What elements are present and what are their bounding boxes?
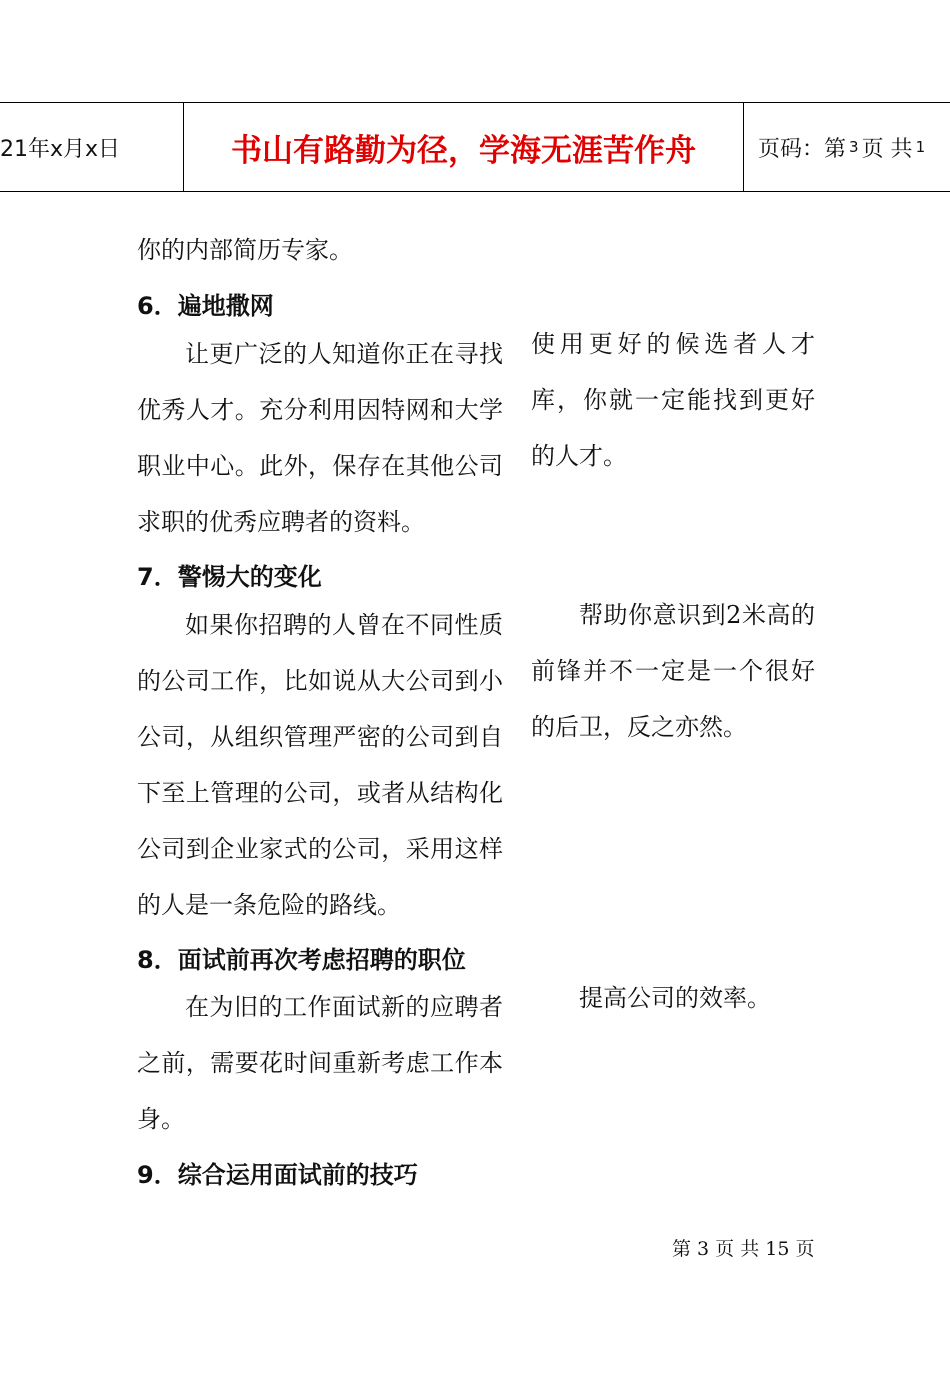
header-date: 21年x月x日 xyxy=(0,103,184,191)
header-page-current: 3 xyxy=(849,138,859,156)
section-9-heading: 9．综合运用面试前的技巧 xyxy=(137,1161,418,1189)
section-7-right-text: 帮助你意识到2米高的前锋并不一定是一个很好的后卫，反之亦然。 xyxy=(531,601,815,741)
page-footer: 第 3 页 共 15 页 xyxy=(672,1238,815,1260)
section-8-right-text: 提高公司的效率。 xyxy=(579,984,771,1012)
header-page-label: 页码：第 xyxy=(758,136,847,162)
section-7-heading: 7．警惕大的变化 xyxy=(137,563,322,591)
header-motto: 书山有路勤为径，学海无涯苦作舟 xyxy=(184,103,744,191)
section-6-left-text: 让更广泛的人知道你正在寻找优秀人才。充分利用因特网和大学职业中心。此外，保存在其他公司求职的优秀应聘者的资料。 xyxy=(137,340,503,536)
intro-line: 你的内部简历专家。 xyxy=(137,236,353,264)
header-page-number xyxy=(744,103,950,191)
section-8-heading: 8．面试前再次考虑招聘的职位 xyxy=(137,946,466,974)
header-page-total: 1 xyxy=(915,138,926,156)
section-7-left-text: 如果你招聘的人曾在不同性质的公司工作，比如说从大公司到小公司，从组织管理严密的公司到自下至上管理的公司，或者从结构化公司到企业家式的公司，采用这样的人是一条危险的路线。 xyxy=(137,611,503,919)
section-6-right-text: 使用更好的候选者人才库，你就一定能找到更好的人才。 xyxy=(531,330,815,470)
section-8-left-text: 在为旧的工作面试新的应聘者之前，需要花时间重新考虑工作本身。 xyxy=(137,993,503,1133)
section-6-heading: 6．遍地撒网 xyxy=(137,292,274,320)
page-header xyxy=(0,102,950,192)
header-page-mid: 页 共 xyxy=(861,136,913,162)
